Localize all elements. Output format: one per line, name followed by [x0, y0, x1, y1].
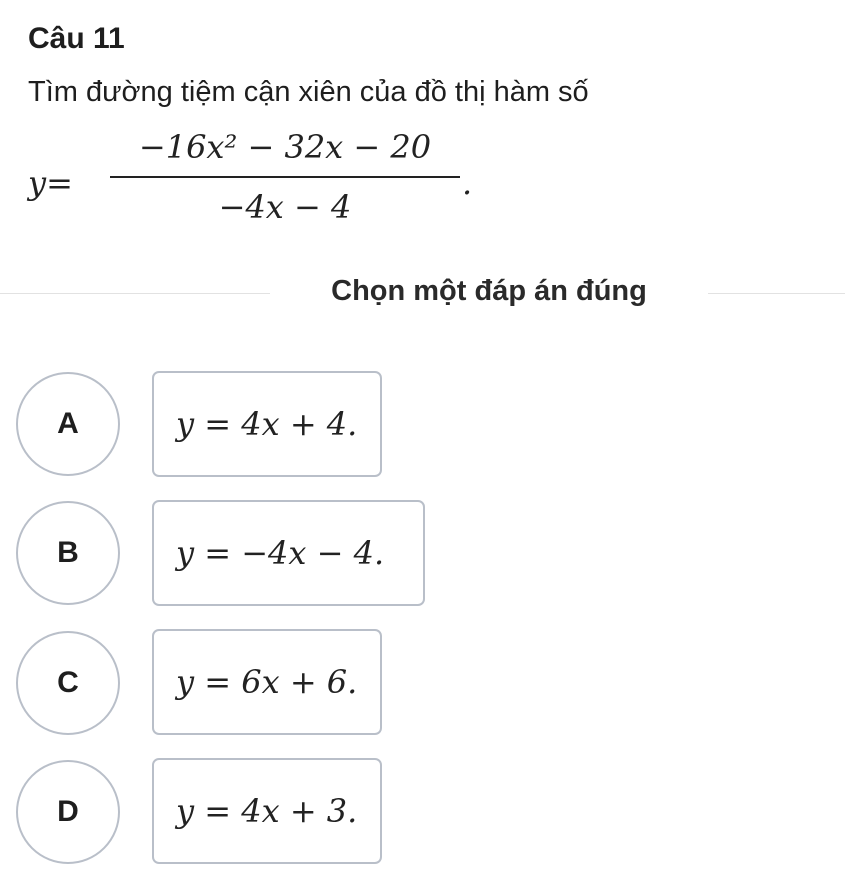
- divider-left: [0, 293, 270, 294]
- formula-lhs: y=: [28, 164, 73, 202]
- question-text: Tìm đường tiệm cận xiên của đồ thị hàm số: [28, 76, 589, 108]
- divider-right: [708, 293, 845, 294]
- option-b-letter-button[interactable]: B: [16, 501, 120, 605]
- option-d-letter-button[interactable]: D: [16, 760, 120, 864]
- formula-period: .: [462, 164, 473, 202]
- option-c-letter-button[interactable]: C: [16, 631, 120, 735]
- option-a-answer[interactable]: y = 4x + 4.: [152, 371, 382, 477]
- option-b-answer[interactable]: y = −4x − 4.: [152, 500, 425, 606]
- function-formula: [28, 128, 548, 238]
- question-title: Câu 11: [28, 22, 125, 55]
- option-c-answer[interactable]: y = 6x + 6.: [152, 629, 382, 735]
- formula-numerator: −16x² − 32x − 20: [138, 128, 432, 166]
- fraction-bar: [110, 176, 460, 178]
- choose-one-answer-label: Chọn một đáp án đúng: [331, 275, 647, 307]
- option-a-letter-button[interactable]: A: [16, 372, 120, 476]
- option-d-answer[interactable]: y = 4x + 3.: [152, 758, 382, 864]
- formula-denominator: −4x − 4: [218, 188, 352, 226]
